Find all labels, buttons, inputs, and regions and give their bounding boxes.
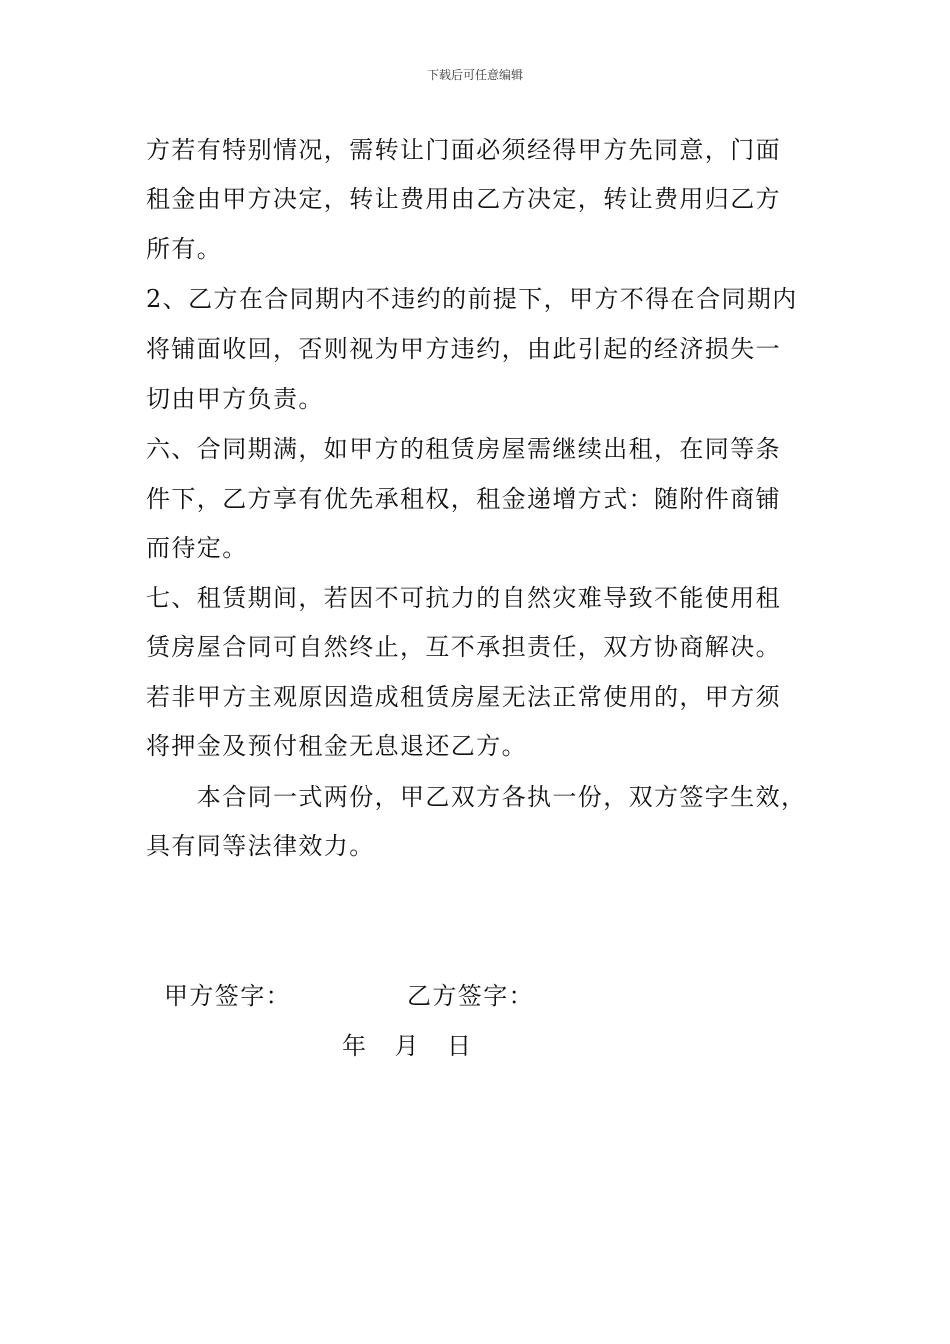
body-line: 七、租赁期间，若因不可抗力的自然灾难导致不能使用租 (146, 584, 781, 612)
body-line: 若非甲方主观原因造成租赁房屋无法正常使用的，甲方须 (146, 683, 781, 711)
download-note: 下载后可任意编辑 (426, 68, 523, 82)
body-line: 将押金及预付租金无息退还乙方。 (146, 732, 527, 760)
body-line: 赁房屋合同可自然终止，互不承担责任，双方协商解决。 (146, 633, 781, 661)
signature-date: 年 月 日 (342, 1032, 473, 1060)
body-line: 具有同等法律效力。 (146, 832, 375, 860)
body-line: 而待定。 (146, 534, 248, 562)
party-a-signature-label: 甲方签字： (164, 982, 291, 1010)
body-line: 件下，乙方享有优先承租权，租金递增方式：随附件商铺 (146, 485, 781, 513)
body-line: 六、合同期满，如甲方的租赁房屋需继续出租，在同等条 (146, 435, 781, 463)
party-b-signature-label: 乙方签字： (407, 982, 534, 1010)
body-line: 租金由甲方决定，转让费用由乙方决定，转让费用归乙方 (146, 185, 781, 213)
body-line: 2、乙方在合同期内不违约的前提下，甲方不得在合同期内 (146, 285, 798, 313)
body-line: 本合同一式两份，甲乙双方各执一份，双方签字生效， (146, 783, 807, 811)
body-line: 所有。 (146, 235, 223, 263)
body-line: 方若有特别情况，需转让门面必须经得甲方先同意，门面 (146, 136, 781, 164)
body-line: 切由甲方负责。 (146, 385, 324, 413)
body-line: 将铺面收回，否则视为甲方违约，由此引起的经济损失一 (146, 335, 781, 363)
